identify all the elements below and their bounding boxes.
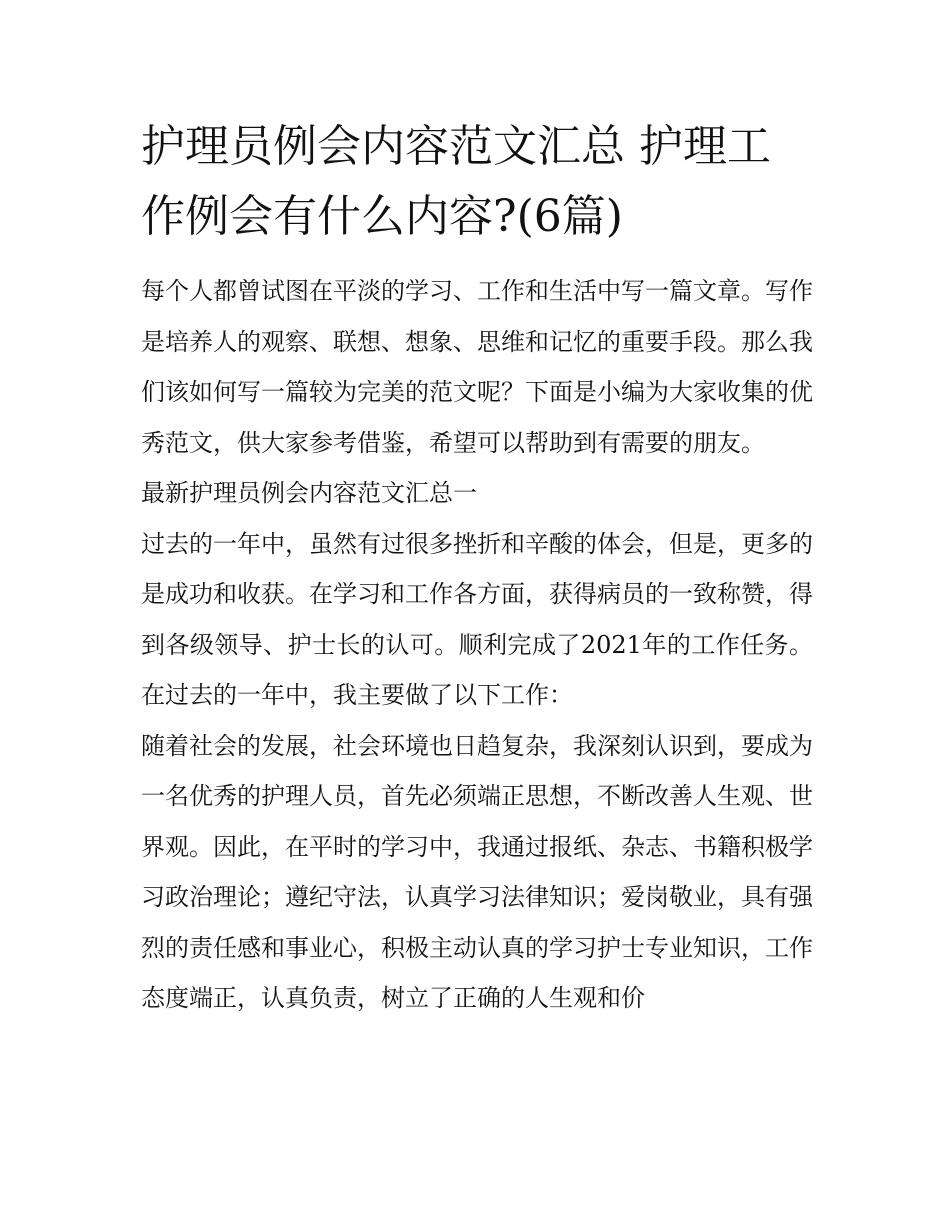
document-title: 护理员例会内容范文汇总 护理工作例会有什么内容?(6篇) bbox=[141, 121, 771, 242]
section-heading: 最新护理员例会内容范文汇总一 bbox=[141, 479, 477, 507]
body-paragraph: 过去的一年中，虽然有过很多挫折和辛酸的体会，但是，更多的是成功和收获。在学习和工作各方面，获得病员的一致称赞，得到各级领导、护士长的认可。顺利完成了2021年的工作任务。在过去的一年中，我主要做了以下工作： bbox=[141, 529, 813, 709]
document-body bbox=[141, 112, 813, 1024]
body-paragraph: 随着社会的发展，社会环境也日趋复杂，我深刻认识到，要成为一名优秀的护理人员，首先必须端正思想，不断改善人生观、世界观。因此，在平时的学习中，我通过报纸、杂志、书籍积极学习政治理论；遵纪守法，认真学习法律知识；爱岗敬业，具有强烈的责任感和事业心，积极主动认真的学习护士专业知识，工作态度端正，认真负责，树立了正确的人生观和价 bbox=[141, 731, 813, 1012]
intro-paragraph: 每个人都曾试图在平淡的学习、工作和生活中写一篇文章。写作是培养人的观察、联想、想象、思维和记忆的重要手段。那么我们该如何写一篇较为完美的范文呢？下面是小编为大家收集的优秀范文，供大家参考借鉴，希望可以帮助到有需要的朋友。 bbox=[141, 277, 813, 457]
